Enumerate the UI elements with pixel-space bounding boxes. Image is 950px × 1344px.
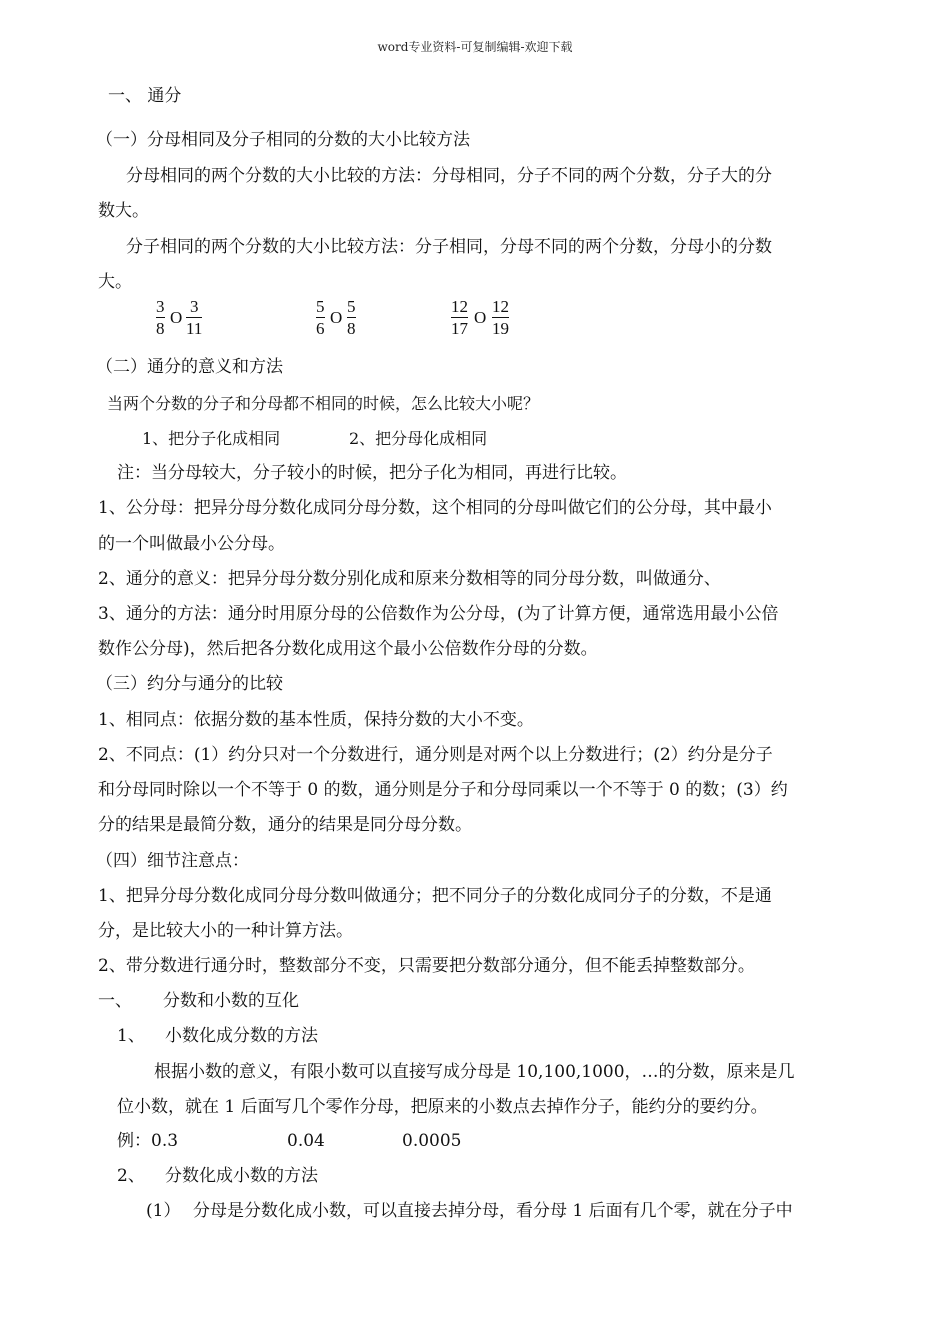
subsection-heading-3: （三）约分与通分的比较 [96,674,283,694]
paragraph-line: 数作公分母)，然后把各分数化成用这个最小公倍数作分母的分数。 [98,639,598,659]
compare-symbol: O [330,308,343,327]
section-heading-tongfen: 一、 通分 [108,86,182,106]
paragraph-line: 的一个叫做最小公分母。 [98,534,285,554]
note-line: 注：当分母较大，分子较小的时候，把分子化为相同，再进行比较。 [117,463,627,483]
section-heading-conversion: 分数和小数的互化 [163,991,299,1011]
paragraph-line: 1、把异分母分数化成同分母分数叫做通分；把不同分子的分数化成同分子的分数，不是通 [98,886,772,906]
numerator: 3 [156,297,165,316]
numerator: 12 [492,297,509,316]
fraction [186,297,202,338]
denominator: 19 [492,319,509,338]
method-item-1: 1、把分子化成相同 [142,429,281,448]
paragraph-line: 1、公分母：把异分母分数化成同分母分数，这个相同的分母叫做它们的公分母，其中最小 [98,498,772,518]
fraction [316,297,325,338]
method-item-2: 2、把分母化成相同 [349,429,488,448]
numerator: 12 [451,297,468,316]
fraction [451,297,468,338]
paragraph-line: 分子相同的两个分数的大小比较方法：分子相同，分母不同的两个分数，分母小的分数 [126,237,772,257]
fraction [156,297,165,338]
item-number: 1、 [117,1026,145,1046]
fraction [492,297,509,338]
example-label: 例：0.3 [117,1131,179,1151]
denominator: 6 [316,319,325,338]
fraction [347,297,356,338]
paragraph-line: 和分母同时除以一个不等于 0 的数，通分则是分子和分母同乘以一个不等于 0 的数；(3）约 [98,780,788,800]
paragraph-line: 位小数，就在 1 后面写几个零作分母，把原来的小数点去掉作分子，能约分的要约分。 [117,1097,768,1117]
paragraph-line: 数大。 [98,201,149,221]
paragraph-line: 2、通分的意义：把异分母分数分别化成和原来分数相等的同分母分数，叫做通分、 [98,569,721,589]
paragraph-line: 分母相同的两个分数的大小比较的方法：分母相同，分子不同的两个分数，分子大的分 [126,166,772,186]
sub-item-number: (1） [146,1201,181,1221]
paragraph-line: 3、通分的方法：通分时用原分母的公倍数作为公分母，(为了计算方便，通常选用最小公倍 [98,604,779,624]
example-value: 0.04 [287,1131,325,1151]
compare-symbol: O [474,308,487,327]
numerator: 5 [347,297,356,316]
paragraph-line: 当两个分数的分子和分母都不相同的时候，怎么比较大小呢？ [107,394,540,413]
numerator: 5 [316,297,325,316]
item-number: 2、 [117,1166,145,1186]
denominator: 11 [186,319,203,338]
denominator: 8 [156,319,165,338]
denominator: 17 [451,319,468,338]
paragraph-line: 分的结果是最简分数，通分的结果是同分母分数。 [98,815,472,835]
compare-symbol: O [170,308,183,327]
paragraph-line: 分母是分数化成小数，可以直接去掉分母，看分母 1 后面有几个零，就在分子中 [193,1201,793,1221]
page-header: word专业资料-可复制编辑-欢迎下载 [377,40,573,54]
paragraph-line: 大。 [98,272,132,292]
paragraph-line: 2、带分数进行通分时，整数部分不变，只需要把分数部分通分，但不能丢掉整数部分。 [98,956,755,976]
denominator: 8 [347,319,356,338]
numerator: 3 [189,297,199,316]
paragraph-line: 根据小数的意义，有限小数可以直接写成分母是 10,100,1000，…的分数，原来是几 [154,1062,795,1082]
item-heading: 分数化成小数的方法 [165,1166,318,1186]
item-heading: 小数化成分数的方法 [165,1026,318,1046]
subsection-heading-1: （一）分母相同及分子相同的分数的大小比较方法 [96,130,470,150]
example-value: 0.0005 [402,1131,462,1151]
paragraph-line: 2、不同点：(1）约分只对一个分数进行，通分则是对两个以上分数进行；(2）约分是分子 [98,745,773,765]
section-number: 一、 [98,991,132,1011]
paragraph-line: 分，是比较大小的一种计算方法。 [98,921,353,941]
subsection-heading-4: （四）细节注意点： [96,851,249,871]
subsection-heading-2: （二）通分的意义和方法 [96,357,283,377]
paragraph-line: 1、相同点：依据分数的基本性质，保持分数的大小不变。 [98,710,534,730]
